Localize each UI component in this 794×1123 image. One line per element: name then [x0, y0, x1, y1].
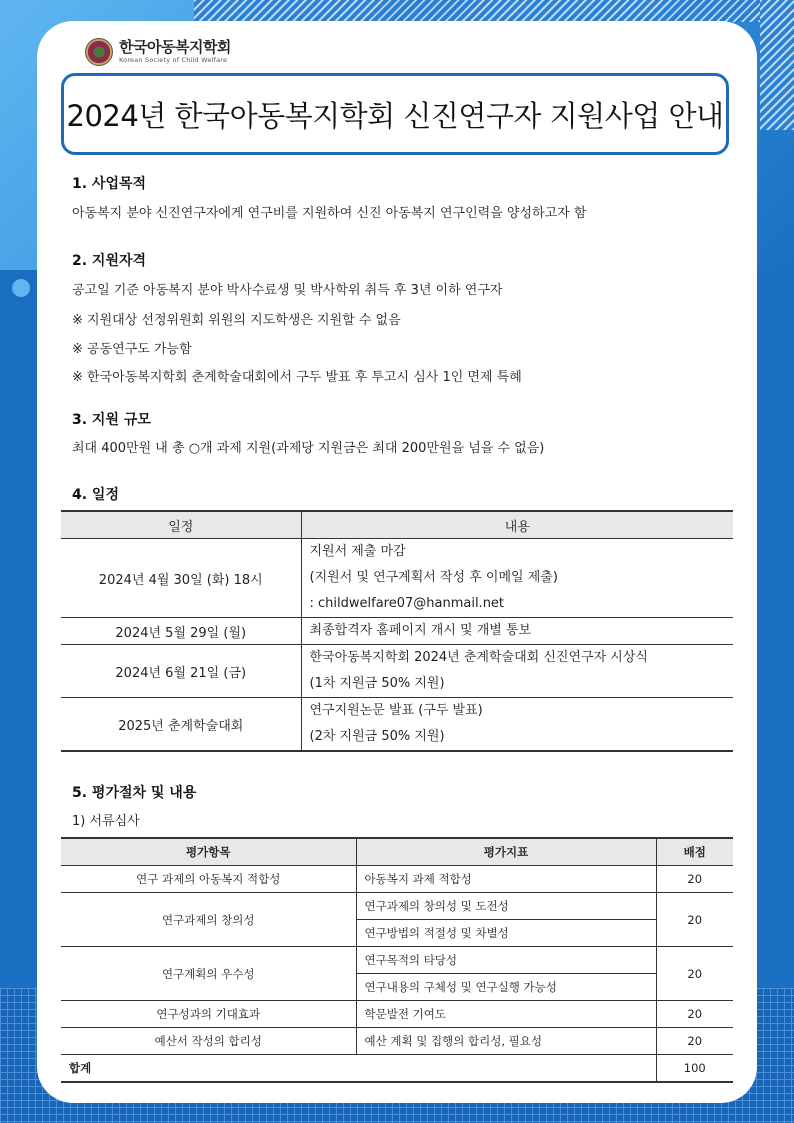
eval-score: 20 [656, 947, 733, 1001]
decorative-dot [12, 279, 30, 297]
table-row [61, 866, 733, 893]
section-3-text: 최대 400만원 내 총 ○개 과제 지원(과제당 지원금은 최대 200만원을 넘을 수 없음) [72, 441, 545, 456]
table-row [61, 947, 733, 974]
schedule-content-line: 지원서 제출 마감 [309, 544, 406, 559]
section-5-subheading: 1) 서류심사 [72, 814, 140, 829]
schedule-content-line: 연구지원논문 발표 (구두 발표) [309, 703, 483, 718]
background-stripes-right [760, 0, 794, 130]
eval-total-score: 100 [656, 1055, 733, 1083]
table-row [61, 645, 733, 698]
eval-index: 연구과제의 창의성 및 도전성 [356, 893, 656, 920]
eval-score: 20 [656, 866, 733, 893]
eval-index: 연구목적의 타당성 [356, 947, 656, 974]
schedule-table [61, 510, 733, 752]
table-row [61, 1001, 733, 1028]
eval-item: 연구 과제의 아동복지 적합성 [61, 866, 356, 893]
section-4-heading: 4. 일정 [72, 487, 119, 503]
eval-item: 연구계획의 우수성 [61, 947, 356, 1001]
section-1-heading: 1. 사업목적 [72, 176, 147, 192]
eval-total-label: 합계 [61, 1055, 656, 1083]
eval-index: 아동복지 과제 적합성 [356, 866, 656, 893]
schedule-content-line: (2차 지원금 50% 지원) [309, 729, 445, 744]
eval-index: 연구방법의 적절성 및 차별성 [356, 920, 656, 947]
logo-emblem-icon [85, 38, 113, 66]
schedule-content-line: 최종합격자 홈페이지 개시 및 개별 통보 [309, 623, 532, 638]
eval-item: 연구과제의 창의성 [61, 893, 356, 947]
section-5-heading: 5. 평가절차 및 내용 [72, 785, 197, 801]
eval-item: 연구성과의 기대효과 [61, 1001, 356, 1028]
table-row [61, 698, 733, 752]
schedule-col-content: 내용 [301, 511, 733, 539]
society-logo [85, 38, 231, 66]
title-box [61, 73, 729, 155]
evaluation-table [61, 837, 733, 1083]
section-1-text: 아동복지 분야 신진연구자에게 연구비를 지원하여 신진 아동복지 연구인력을 양성하고자 함 [72, 206, 587, 221]
schedule-date: 2025년 춘계학술대회 [61, 698, 301, 752]
eval-col-item: 평가항목 [61, 838, 356, 866]
section-2-line: ※ 공동연구도 가능함 [72, 342, 192, 357]
schedule-content-line: : childwelfare07@hanmail.net [309, 596, 505, 611]
eval-col-score: 배점 [656, 838, 733, 866]
schedule-date: 2024년 6월 21일 (금) [61, 645, 301, 698]
eval-score: 20 [656, 1001, 733, 1028]
section-2-heading: 2. 지원자격 [72, 253, 147, 269]
schedule-date: 2024년 5월 29일 (월) [61, 618, 301, 645]
eval-item: 예산서 작성의 합리성 [61, 1028, 356, 1055]
eval-index: 연구내용의 구체성 및 연구실행 가능성 [356, 974, 656, 1001]
eval-score: 20 [656, 893, 733, 947]
schedule-date: 2024년 4월 30일 (화) 18시 [61, 539, 301, 618]
table-row [61, 1028, 733, 1055]
schedule-content-line: (1차 지원금 50% 지원) [309, 676, 445, 691]
eval-index: 예산 계획 및 집행의 합리성, 필요성 [356, 1028, 656, 1055]
eval-index: 학문발전 기여도 [356, 1001, 656, 1028]
table-row [61, 539, 733, 618]
schedule-col-date: 일정 [61, 511, 301, 539]
table-row [61, 618, 733, 645]
table-row-total [61, 1055, 733, 1083]
section-2-line: ※ 한국아동복지학회 춘계학술대회에서 구두 발표 후 투고시 심사 1인 면제 특혜 [72, 370, 522, 385]
schedule-content-line: 한국아동복지학회 2024년 춘계학술대회 신진연구자 시상식 [309, 650, 648, 665]
table-row [61, 893, 733, 920]
logo-korean-name: 한국아동복지학회 [119, 38, 231, 57]
section-2-line: ※ 지원대상 선정위원회 위원의 지도학생은 지원할 수 없음 [72, 313, 401, 328]
logo-english-name: Korean Society of Child Welfare [119, 56, 228, 65]
page-title: 2024년 한국아동복지학회 신진연구자 지원사업 안내 [66, 98, 724, 133]
schedule-content-line: (지원서 및 연구계획서 작성 후 이메일 제출) [309, 570, 558, 585]
section-3-heading: 3. 지원 규모 [72, 412, 151, 428]
eval-col-index: 평가지표 [356, 838, 656, 866]
section-2-line: 공고일 기준 아동복지 분야 박사수료생 및 박사학위 취득 후 3년 이하 연구자 [72, 283, 503, 298]
background-stripes [194, 0, 794, 22]
eval-score: 20 [656, 1028, 733, 1055]
